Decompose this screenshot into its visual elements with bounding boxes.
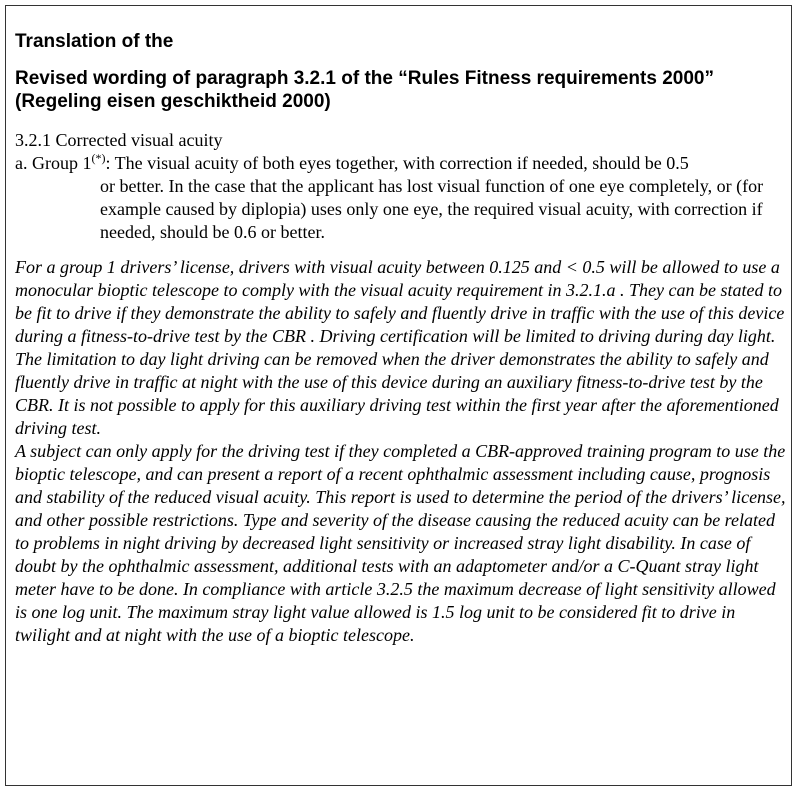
- paragraph-daylight-limitation: The limitation to day light driving can be removed when the driver demonstrates the ability to safely and fluently drive in traffic at night with the use of this device during an auxiliary fitness-to-drive test by the CBR. It is not possible to apply for this auxiliary driving test within the first year after the aforementioned driving test.: [15, 349, 779, 438]
- group-first-line: : The visual acuity of both eyes together, with correction if needed, should be 0.5: [105, 153, 689, 173]
- group-prefix: a. Group 1: [15, 153, 92, 173]
- bioptic-provisions: [15, 256, 790, 647]
- group-requirement-continuation: or better. In the case that the applicant has lost visual function of one eye completely, or (for example caused by diplopia) uses only one eye, the required visual acuity, with correction if needed, should be 0.6 or better.: [100, 176, 764, 242]
- document-content: [15, 30, 790, 647]
- paragraph-bioptic-license: For a group 1 drivers’ license, drivers with visual acuity between 0.125 and < 0.5 will be allowed to use a monocular bioptic telescope to comply with the visual acuity requirement in 3.2.1.a . They can be stated to be fit to drive if they demonstrate the ability to safely and fluently drive in traffic with the use of this device during a fitness-to-drive test by the CBR . Driving certification will be limited to driving during day light.: [15, 257, 785, 346]
- group-superscript: (*): [91, 151, 106, 165]
- heading-translation: Translation of the: [15, 31, 174, 52]
- section-title: 3.2.1 Corrected visual acuity: [15, 130, 223, 150]
- heading-revised-wording: Revised wording of paragraph 3.2.1 of the “Rules Fitness requirements 2000” (Regeling eisen geschiktheid 2000): [15, 68, 714, 112]
- group-requirement: [15, 152, 790, 175]
- paragraph-application-requirements: A subject can only apply for the driving test if they completed a CBR-approved training program to use the bioptic telescope, and can present a report of a recent ophthalmic assessment including cause, prognosis and stability of the reduced visual acuity. This report is used to determine the period of the drivers’ license, and other possible restrictions. Type and severity of the disease causing the reduced acuity can be related to problems in night driving by decreased light sensitivity or increased stray light disability. In case of doubt by the ophthalmic assessment, additional tests with an adaptometer and/or a C-Quant stray light meter have to be done. In compliance with article 3.2.5 the maximum decrease of light sensitivity allowed is one log unit. The maximum stray light value allowed is 1.5 log unit to be considered fit to drive in twilight and at night with the use of a bioptic telescope.: [15, 441, 786, 645]
